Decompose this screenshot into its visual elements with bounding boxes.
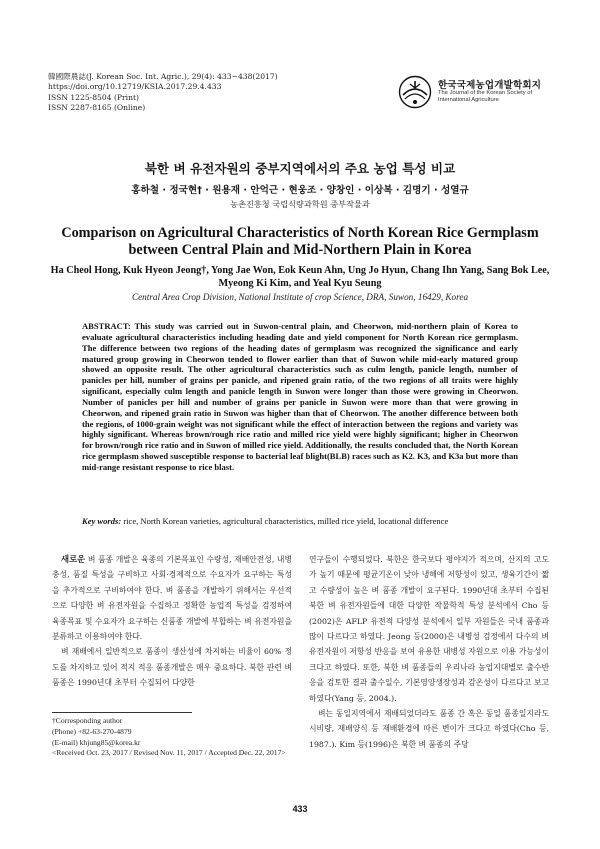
- body-column-left: [52, 552, 292, 691]
- issn-online: ISSN 2287-8165 (Online): [48, 103, 146, 113]
- affiliation-ko: 농촌진흥청 국립식량과학원 중부작물과: [230, 199, 370, 209]
- footnote-divider: [52, 712, 192, 713]
- paragraph-text: 벼 품종 개발은 육종의 기본목표인 수량성, 재배안전성, 내병충성, 품질 특성을 구비하고 사회·경제적으로 수요자가 요구하는 특성을 추가적으로 구비하여야 한다. 벼 품종을 개발하기 위해서는 우선적으로 다양한 벼 유전자원을 수집하고 정확한 농업적 특성을 검정하여 육종목표 및 수요자가 요구하는 신품종 개발에 부합하는 벼 유전자원을 분류하고 이용하여야 한다.: [52, 555, 292, 642]
- body-paragraph: 벼 재배에서 일반적으로 품종이 생산성에 차지하는 비율이 60% 정도를 차지하고 있어 적지 적응 품종개발은 매우 중요하다. 북한 관련 벼 품종은 1990년대 초부터 수집되어 다양한: [52, 647, 292, 688]
- issn-print: ISSN 1225-8504 (Print): [48, 92, 139, 102]
- body-paragraph: 연구들이 수행되었다. 북한은 한국보다 평야지가 적으며, 산지의 고도가 높기 때문에 평균기온이 낮아 냉해에 저항성이 있고, 생육기간이 짧고 수량성이 높은 벼 품종 개발이 요구된다. 1990년대 초부터 수집된 북한 벼 유전자원들에 대한 다양한 작물학적 특성 분석에서 Cho 등(2002)은 AFLP 유전적 다양성 분석에서 일부 자원들은 국내 품종과 많이 다르다고 하였다. Jeong 등(2000)은 내병성 검정에서 다수의 벼 유전자원이 저항성 반응을 보여 유용한 내병성 자원으로 이용 가능성이 크다고 하였다. 또한, 북한 벼 품종들의 우리나라 농업지대별로 출수반응을 검토한 결과 출수일수, 기본영양생장성과 감온성이 다르다고 보고하였다(Yang 등, 2004.).: [309, 555, 549, 703]
- page-number: 433: [292, 804, 308, 814]
- lead-word: 새로운: [61, 554, 86, 564]
- authors-ko: 홍하철 · 정국현† · 원용재 · 안억근 · 현웅조 · 양창인 · 이상복 · 김명기 · 성열규: [131, 185, 469, 196]
- manuscript-dates: <Received Oct. 23, 2017 / Revised Nov. 11, 2017 / Accepted Dec. 22, 2017>: [52, 748, 286, 758]
- authors-en: Ha Cheol Hong, Kuk Hyeon Jeong†, Yong Jae Won, Eok Keun Ahn, Ung Jo Hyun, Chang Ihn Yang, Sang Bok Lee, Myeong Ki Kim, and Yeal Kyu Seung: [50, 265, 550, 289]
- society-name-ko: 한국국제농업개발학회지: [438, 80, 542, 91]
- keywords-label: Key words:: [82, 516, 122, 526]
- keywords-text: rice, North Korean varieties, agricultural characteristics, milled rice yield, locational difference: [123, 516, 449, 526]
- footnote: [52, 716, 302, 759]
- citation-block: [48, 72, 348, 114]
- society-name-en: The Journal of the Korean Society of International Agriculture: [438, 90, 533, 104]
- society-emblem-icon: [398, 75, 432, 109]
- body-paragraph: [52, 552, 292, 644]
- corresponding-author: †Corresponding author: [52, 716, 123, 725]
- abstract: ABSTRACT: This study was carried out in Suwon-central plain, and Cheorwon, mid-northern plain of Korea to evaluate agricultural characteristics including heading date and yield component for North Korean rice germplasm. The difference between two regions of the heading dates of germplasm was recognized the significance and early matured group growing in Cheorwon tended to flower earlier than that of Suwon while mid-early matured group showed an opposite result. The other agricultural characteristics such as culm length, panicle length, number of panicles per hill, number of grains per panicle, and ripened grain ratio, of the two regions of all traits were highly significant, especially culm length and panicle length in Suwon were longer than those were growing in Cheorwon. Number of panicles per hill and number of grains per panicle in Suwon were more than that were growing in Cheorwon, and ripened grain ratio in Suwon was higher than that of Cheorwon. The another difference between both the regions, of 1000-grain weight was not significant while the effect of interaction between the regions and variety was highly significant. Whereas brown/rough rice ratio and milled rice yield were highly significant; higher in Cheorwon for brown/rough rice ratio and in Suwon of milled rice yield. Additionally, the results concluded that, the North Korean rice germplasm showed susceptible response to bacterial leaf blight(BLB) races such as K2. K3, and K3a but more than mid-range resistant response to rice blast.: [82, 321, 518, 472]
- author-phone: (Phone) +82-63-270-4879: [52, 726, 132, 736]
- body-paragraph: 벼는 동일지역에서 재배되었더라도 품종 간 혹은 동일 품종일지라도 시비량, 재배양식 등 재배환경에 따른 변이가 크다고 하였다(Cho 등, 1987.). Kim 등(1996)은 북한 벼 품종의 주당: [309, 709, 549, 749]
- society-logo: [398, 73, 558, 111]
- paper-title-ko: 북한 벼 유전자원의 중부지역에서의 주요 농업 특성 비교: [144, 161, 456, 176]
- affiliation-en: Central Area Crop Division, National Institute of crop Science, DRA, Suwon, 16429, Korea: [131, 292, 469, 302]
- doi-link[interactable]: https://doi.org/10.12719/KSIA.2017.29.4.433: [48, 82, 222, 92]
- keywords: [82, 516, 522, 527]
- body-column-right: [309, 552, 549, 752]
- journal-citation: 韓國際農誌(J. Korean Soc. Int. Agric.), 29(4): 433~438(2017): [48, 72, 278, 81]
- author-email[interactable]: (E-mail) khjung85@korea.kr: [52, 737, 141, 747]
- paper-title-en: Comparison on Agricultural Characteristics of North Korean Rice Germplasm between Central Plain and Mid-Northern Plain in Korea: [61, 225, 539, 258]
